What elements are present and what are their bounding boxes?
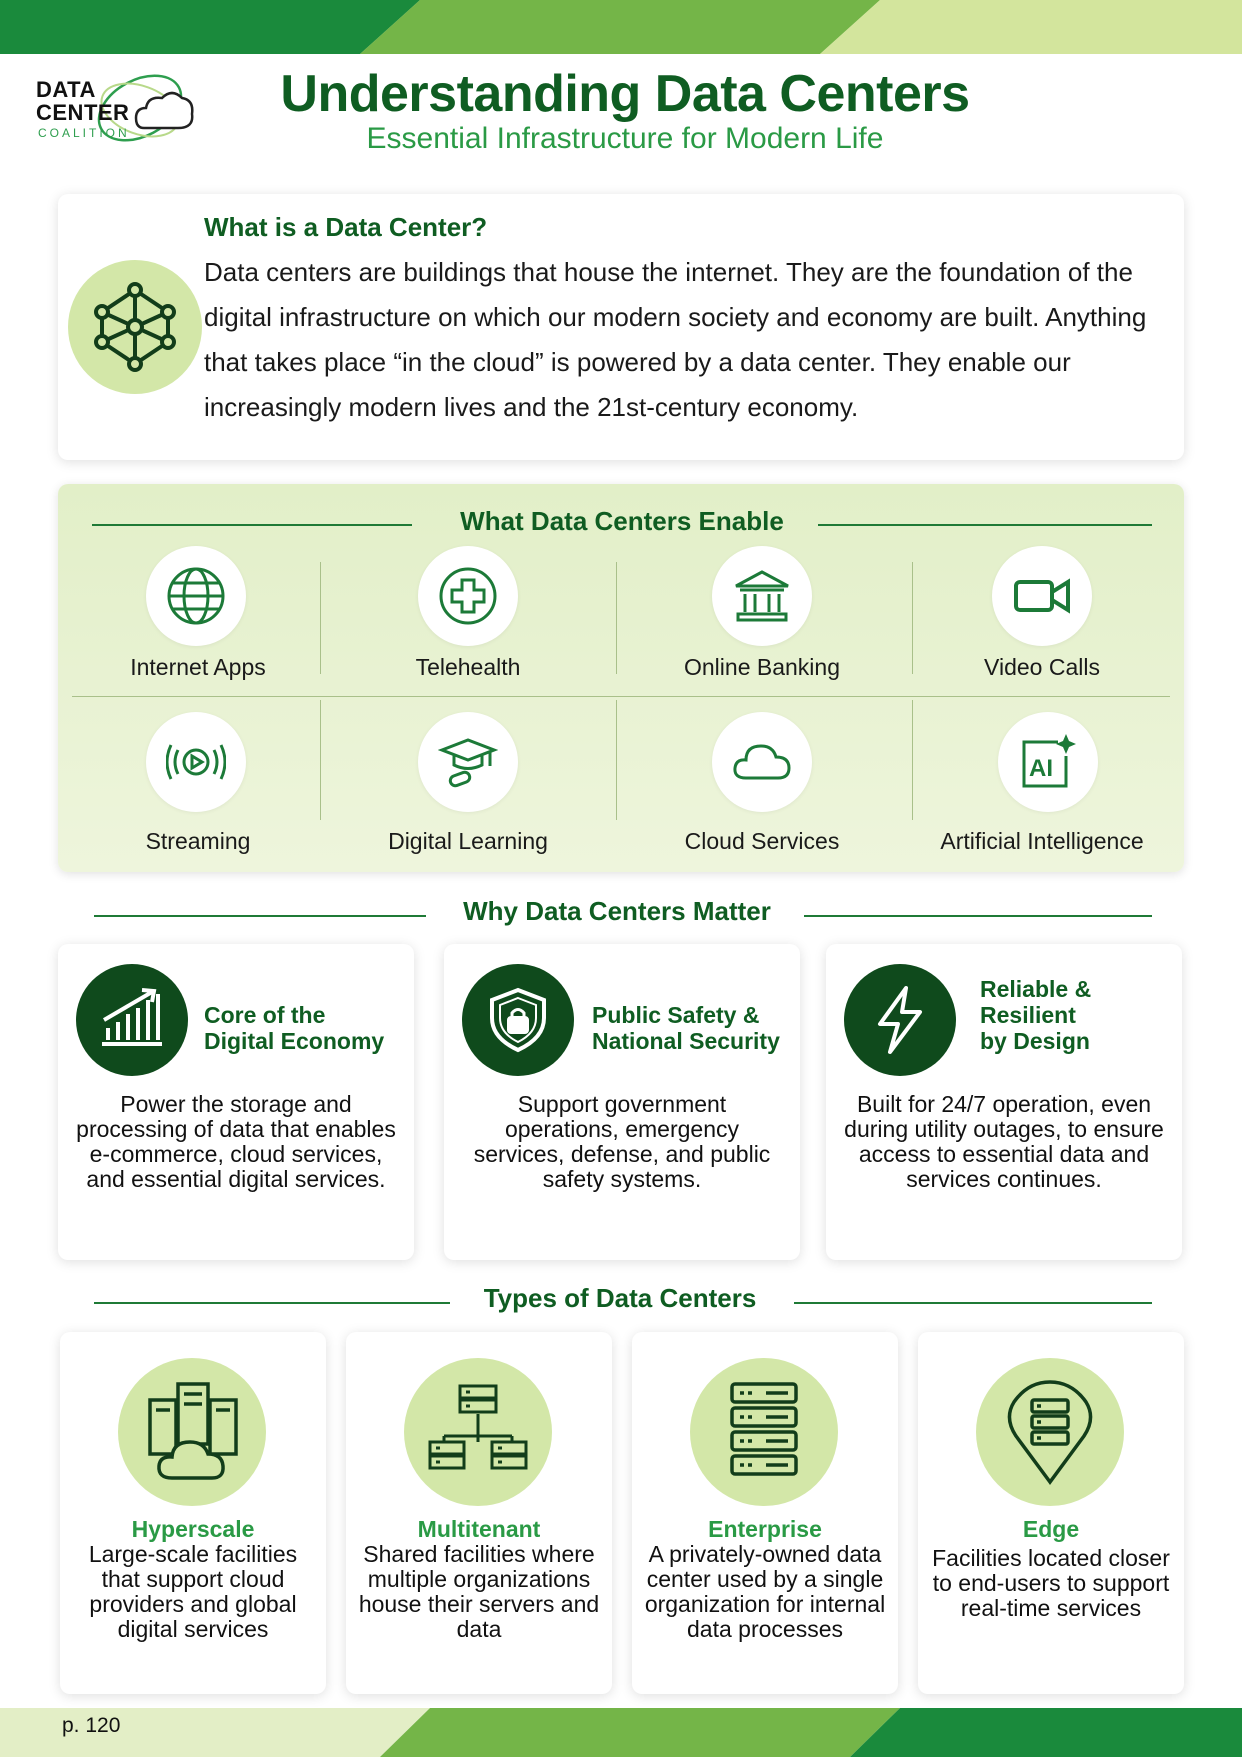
graduation-cap-icon	[418, 712, 518, 812]
type-title: Hyperscale	[131, 1516, 255, 1542]
logo-line1: DATA	[36, 77, 96, 102]
matter-title-line: Core of the	[204, 1002, 326, 1028]
header-band	[0, 0, 1242, 54]
matter-heading: Why Data Centers Matter	[463, 896, 771, 926]
types-heading: Types of Data Centers	[483, 1283, 757, 1313]
page-title: Understanding Data Centers	[280, 65, 970, 123]
video-camera-icon	[992, 546, 1092, 646]
grid-divider	[616, 700, 617, 820]
shield-lock-icon	[462, 964, 574, 1076]
divider-rule	[92, 524, 412, 526]
server-rack-icon	[690, 1358, 838, 1506]
matter-title-line: Public Safety &	[592, 1002, 760, 1028]
type-body: Shared facilities where multiple organizations house their servers and data	[358, 1541, 600, 1642]
type-body: A privately-owned data center used by a single organization for internal data processes	[644, 1541, 886, 1642]
enable-label-digital-learning: Digital Learning	[388, 828, 548, 854]
what-is-body: Data centers are buildings that house the internet. They are the foundation of the digital infrastructure on which our modern society and economy are built. Anything that takes place “in the cloud” is powered by a data center. They enable our increasingly modern lives and the 21st-century economy.	[204, 257, 1147, 422]
footer-band	[0, 1708, 1242, 1757]
globe-icon	[146, 546, 246, 646]
growth-chart-icon	[76, 964, 188, 1076]
grid-divider	[72, 696, 1170, 697]
type-title: Edge	[1022, 1516, 1080, 1542]
type-body: Facilities located closer to end-users to support real-time services	[932, 1545, 1170, 1621]
svg-text:AI: AI	[1029, 755, 1053, 782]
matter-title-line: National Security	[592, 1028, 780, 1054]
enable-label-cloud-services: Cloud Services	[684, 828, 840, 854]
matter-body: Support government operations, emergency services, defense, and public safety systems.	[473, 1091, 771, 1192]
grid-divider	[616, 562, 617, 674]
enable-label-online-banking: Online Banking	[684, 654, 840, 680]
enable-label-telehealth: Telehealth	[415, 654, 521, 680]
enable-label-video-calls: Video Calls	[984, 654, 1100, 680]
divider-rule	[804, 915, 1152, 917]
ai-icon	[998, 712, 1098, 812]
grid-divider	[320, 700, 321, 820]
type-card-enterprise	[632, 1332, 898, 1694]
enable-label-streaming: Streaming	[145, 828, 251, 854]
matter-card-security	[444, 944, 800, 1260]
type-card-multitenant	[346, 1332, 612, 1694]
type-card-edge	[918, 1332, 1184, 1694]
divider-rule	[94, 1302, 450, 1304]
matter-title-line: Digital Economy	[204, 1028, 385, 1054]
cloud-icon	[712, 712, 812, 812]
what-is-card	[58, 194, 1184, 460]
matter-title-line: by Design	[980, 1028, 1090, 1054]
matter-body: Built for 24/7 operation, even during utility outages, to ensure access to essential data and services continues.	[844, 1091, 1164, 1192]
logo-line3: COALITION	[38, 126, 130, 140]
lightning-icon	[844, 964, 956, 1076]
divider-rule	[94, 915, 426, 917]
type-title: Enterprise	[708, 1516, 822, 1542]
logo	[36, 58, 196, 164]
enable-heading: What Data Centers Enable	[460, 506, 784, 536]
page-subtitle: Essential Infrastructure for Modern Life	[366, 122, 884, 155]
network-node-icon	[68, 260, 202, 394]
matter-card-reliable	[826, 944, 1182, 1260]
divider-rule	[818, 524, 1152, 526]
medical-cross-icon	[418, 546, 518, 646]
enable-label-ai: Artificial Intelligence	[940, 828, 1144, 854]
type-title: Multitenant	[417, 1516, 541, 1542]
grid-divider	[912, 700, 913, 820]
matter-card-economy	[58, 944, 414, 1260]
enable-panel	[58, 484, 1184, 872]
matter-title-line: Reliable &	[980, 976, 1092, 1002]
matter-body: Power the storage and processing of data that enables e-commerce, cloud services, and essential digital services.	[76, 1091, 396, 1192]
logo-line2: CENTER	[36, 100, 130, 125]
what-is-heading: What is a Data Center?	[204, 212, 488, 242]
enable-label-internet-apps: Internet Apps	[130, 654, 266, 680]
server-network-icon	[404, 1358, 552, 1506]
type-card-hyperscale	[60, 1332, 326, 1694]
type-body: Large-scale facilities that support cloud providers and global digital services	[88, 1541, 298, 1642]
server-cloud-icon	[118, 1358, 266, 1506]
matter-title-line: Resilient	[980, 1002, 1076, 1028]
streaming-icon	[146, 712, 246, 812]
server-pin-icon	[976, 1358, 1124, 1506]
page-number: p. 120	[62, 1714, 121, 1737]
bank-icon	[712, 546, 812, 646]
divider-rule	[794, 1302, 1152, 1304]
